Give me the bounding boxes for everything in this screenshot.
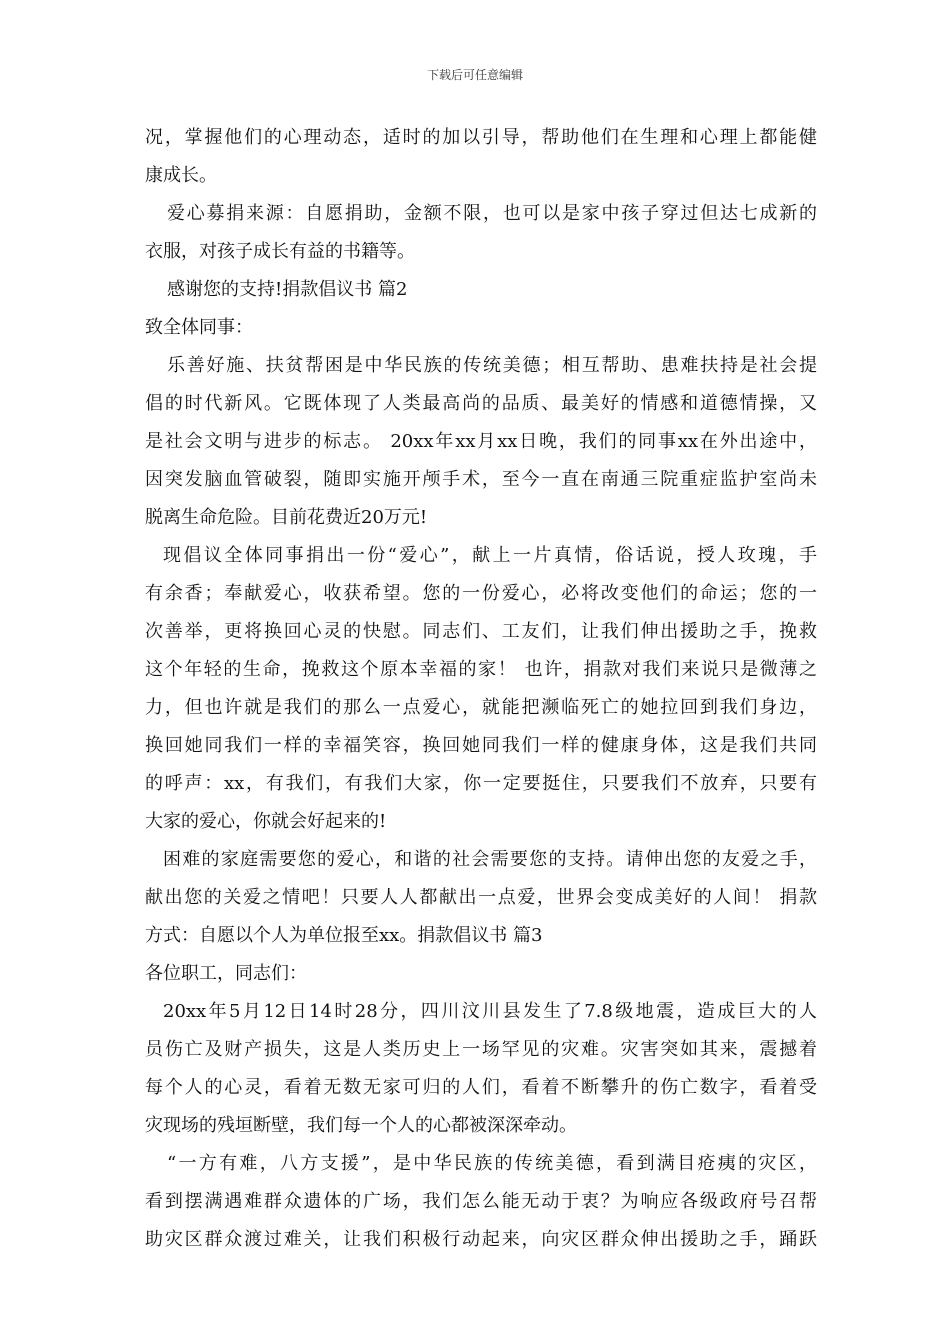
document-body	[145, 119, 817, 1259]
text-line: 脱离生命危险。目前花费近20万元!	[145, 507, 428, 528]
text-line: 倡的时代新风。它既体现了人类最高尚的品质、最美好的情感和道德情操，又	[145, 393, 817, 414]
text-line: 次善举，更将换回心灵的快慰。同志们、工友们，让我们伸出援助之手，挽救	[145, 621, 817, 642]
text-line: 力，但也许就是我们的那么一点爱心，就能把濒临死亡的她拉回到我们身边，	[145, 697, 817, 718]
text-line: 这个年轻的生命，挽救这个原本幸福的家！ 也许，捐款对我们来说只是微薄之	[145, 659, 817, 680]
text-line: 每个人的心灵，看着无数无家可归的人们，看着不断攀升的伤亡数字，看着受	[145, 1077, 817, 1098]
text-line: 的呼声：xx，有我们，有我们大家，你一定要挺住，只要我们不放弃，只要有	[145, 773, 817, 794]
text-line: 是社会文明与进步的标志。 20xx年xx月xx日晚，我们的同事xx在外出途中，	[145, 431, 817, 452]
text-line: 助灾区群众渡过难关，让我们积极行动起来，向灾区群众伸出援助之手，踊跃	[145, 1229, 817, 1250]
text-line: 20xx年5月12日14时28分，四川汶川县发生了7.8级地震，造成巨大的人	[163, 1001, 817, 1022]
text-line: 困难的家庭需要您的爱心，和谐的社会需要您的支持。请伸出您的友爱之手，	[163, 849, 817, 870]
text-line: 乐善好施、扶贫帮困是中华民族的传统美德；相互帮助、患难扶持是社会提	[167, 355, 817, 376]
text-line: “一方有难，八方支援”，是中华民族的传统美德，看到满目疮痍的灾区，	[167, 1153, 817, 1174]
text-line: 况，掌握他们的心理动态，适时的加以引导，帮助他们在生理和心理上都能健	[145, 127, 817, 148]
text-line: 大家的爱心，你就会好起来的!	[145, 811, 387, 832]
text-line: 献出您的关爱之情吧！只要人人都献出一点爱，世界会变成美好的人间！ 捐款	[145, 887, 817, 908]
section-title: 感谢您的支持!捐款倡议书 篇2	[167, 279, 408, 300]
salutation: 各位职工，同志们：	[145, 963, 307, 984]
text-line: 换回她同我们一样的幸福笑容，换回她同我们一样的健康身体，这是我们共同	[145, 735, 817, 756]
text-line: 现倡议全体同事捐出一份“爱心”，献上一片真情，俗话说，授人玫瑰，手	[163, 545, 817, 566]
text-line: 爱心募捐来源：自愿捐助，金额不限，也可以是家中孩子穿过但达七成新的	[167, 203, 817, 224]
text-line: 康成长。	[145, 165, 217, 186]
page-header: 下载后可任意编辑	[426, 68, 523, 82]
text-line: 有余香；奉献爱心，收获希望。您的一份爱心，必将改变他们的命运；您的一	[145, 583, 817, 604]
text-line: 衣服，对孩子成长有益的书籍等。	[145, 241, 415, 262]
salutation: 致全体同事：	[145, 317, 253, 338]
text-line: 方式：自愿以个人为单位报至xx。捐款倡议书 篇3	[145, 925, 543, 946]
text-line: 看到摆满遇难群众遗体的广场，我们怎么能无动于衷？为响应各级政府号召帮	[145, 1191, 817, 1212]
text-line: 灾现场的残垣断壁，我们每一个人的心都被深深牵动。	[145, 1115, 577, 1136]
text-line: 因突发脑血管破裂，随即实施开颅手术，至今一直在南通三院重症监护室尚未	[145, 469, 817, 490]
text-line: 员伤亡及财产损失，这是人类历史上一场罕见的灾难。灾害突如其来，震撼着	[145, 1039, 817, 1060]
